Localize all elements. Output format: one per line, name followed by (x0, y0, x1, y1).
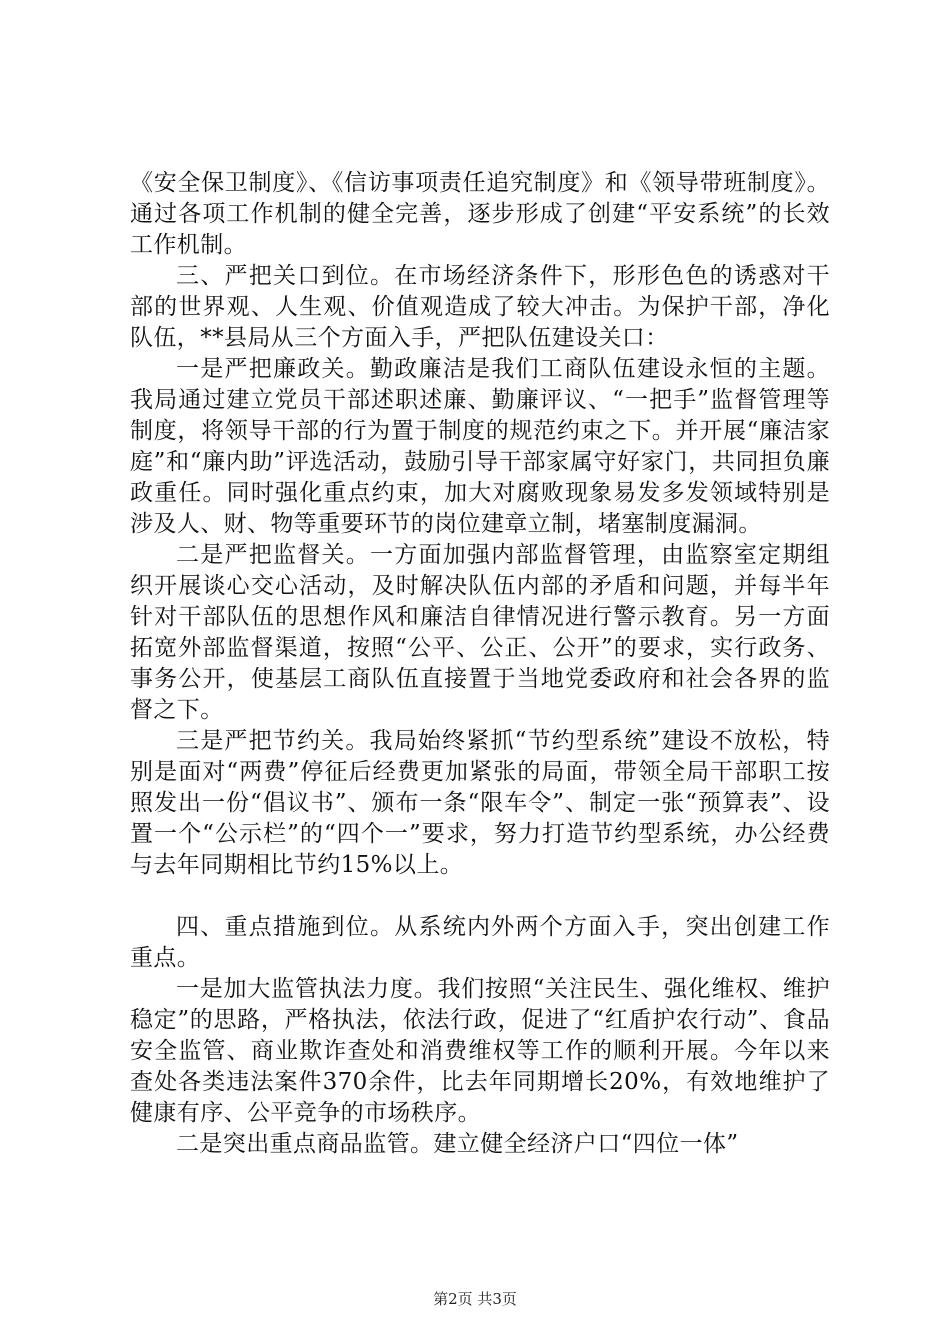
page-footer: 第2页 共3页 (433, 1290, 517, 1308)
document-body (130, 168, 830, 1160)
paragraph-supervision-check: 二是严把监督关。一方面加强内部监督管理，由监察室定期组织开展谈心交心活动，及时解决队伍内部的矛盾和问题，并每半年针对干部队伍的思想作风和廉洁自律情况进行警示教育。另一方面拓宽外部监督渠道，按照“公平、公正、公开”的要求，实行政务、事务公开，使基层工商队伍直接置于当地党委政府和社会各界的监督之下。 (130, 542, 830, 723)
paragraph-enforcement: 一是加大监管执法力度。我们按照“关注民生、强化维权、维护稳定”的思路，严格执法，依法行政，促进了“红盾护农行动”、食品安全监管、商业欺诈查处和消费维权等工作的顺利开展。今年以来查处各类违法案件370余件，比去年同期增长20%，有效地维护了健康有序、公平竞争的市场秩序。 (130, 976, 830, 1126)
paragraph-key-goods: 二是突出重点商品监管。建立健全经济户口“四位一体” (176, 1131, 739, 1157)
paragraph-economy-check: 三是严把节约关。我局始终紧抓“节约型系统”建设不放松，特别是面对“两费”停征后经费更加紧张的局面，带领全局干部职工按照发出一份“倡议书”、颁布一条“限车令”、制定一张“预算表”、设置一个“公示栏”的“四个一”要求，努力打造节约型系统，办公经费与去年同期相比节约15%以上。 (130, 728, 830, 878)
paragraph-integrity-check: 一是严把廉政关。勤政廉洁是我们工商队伍建设永恒的主题。我局通过建立党员干部述职述廉、勤廉评议、“一把手”监督管理等制度，将领导干部的行为置于制度的规范约束之下。并开展“廉洁家庭”和“廉内助”评选活动，鼓励引导干部家属守好家门，共同担负廉政重任。同时强化重点约束，加大对腐败现象易发多发领域特别是涉及人、财、物等重要环节的岗位建章立制，堵塞制度漏洞。 (130, 356, 830, 537)
paragraph-safety-systems: 《安全保卫制度》、《信访事项责任追究制度》和《领导带班制度》。通过各项工作机制的健全完善，逐步形成了创建“平安系统”的长效工作机制。 (130, 170, 830, 258)
paragraph-section-three: 三、严把关口到位。在市场经济条件下，形形色色的诱惑对干部的世界观、人生观、价值观造成了较大冲击。为保护干部，净化队伍，**县局从三个方面入手，严把队伍建设关口： (130, 263, 830, 351)
paragraph-section-four: 四、重点措施到位。从系统内外两个方面入手，突出创建工作重点。 (130, 914, 830, 971)
